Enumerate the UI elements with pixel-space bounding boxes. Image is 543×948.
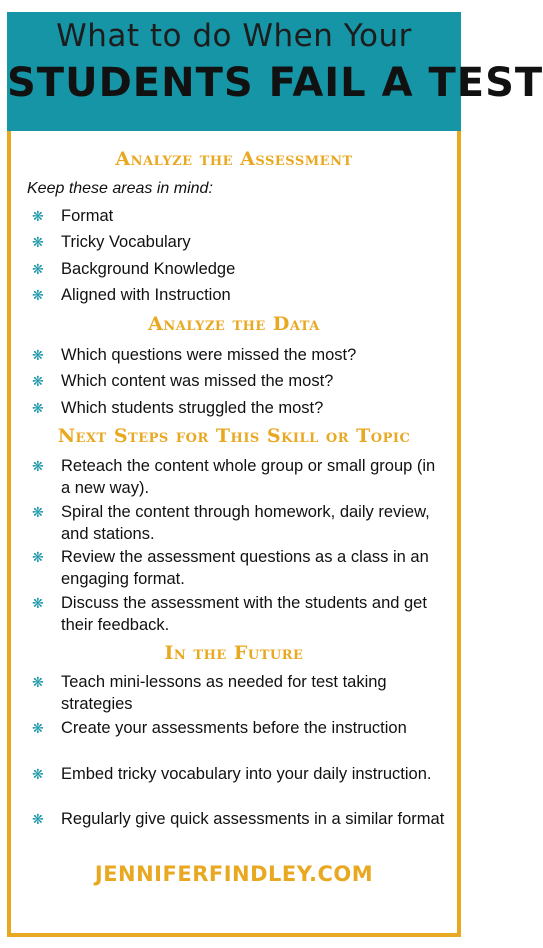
asterisk-flower-icon: ❋ (32, 458, 44, 474)
header-banner (7, 12, 543, 131)
title-line-1: What to do When Your (56, 18, 412, 54)
list-item: ❋ Which questions were missed the most? (32, 346, 357, 364)
list-item: ❋ Teach mini-lessons as needed for test taking strategies (32, 673, 387, 713)
list-item: ❋ Reteach the content whole group or small group (in a new way). (32, 457, 436, 497)
list-item: ❋ Discuss the assessment with the students and get their feedback. (32, 594, 427, 634)
asterisk-flower-icon: ❋ (32, 400, 44, 416)
section-intro: Keep these areas in mind: (27, 180, 213, 197)
list-item: ❋ Create your assessments before the instruction (32, 719, 407, 737)
asterisk-flower-icon: ❋ (32, 261, 44, 277)
asterisk-flower-icon: ❋ (32, 674, 44, 690)
list-item: ❋ Spiral the content through homework, daily review, and stations. (32, 503, 430, 543)
asterisk-flower-icon: ❋ (32, 208, 44, 224)
list-item: ❋ Which students struggled the most? (32, 399, 324, 417)
list-item: ❋ Tricky Vocabulary (32, 233, 191, 251)
section-title-analyze-assessment: Analyze the Assessment (115, 148, 353, 170)
asterisk-flower-icon: ❋ (32, 234, 44, 250)
section-title-next-steps: Next Steps for This Skill or Topic (57, 425, 411, 447)
list-item: ❋ Format (32, 207, 114, 225)
asterisk-flower-icon: ❋ (32, 720, 44, 736)
section-title-in-the-future: In the Future (164, 642, 304, 664)
asterisk-flower-icon: ❋ (32, 287, 44, 303)
list-item: ❋ Which content was missed the most? (32, 372, 334, 390)
website-footer: JENNIFERFINDLEY.COM (94, 862, 374, 886)
asterisk-flower-icon: ❋ (32, 811, 44, 827)
list-item: ❋ Background Knowledge (32, 260, 236, 278)
asterisk-flower-icon: ❋ (32, 373, 44, 389)
asterisk-flower-icon: ❋ (32, 595, 44, 611)
list-item: ❋ Aligned with Instruction (32, 286, 231, 304)
asterisk-flower-icon: ❋ (32, 766, 44, 782)
asterisk-flower-icon: ❋ (32, 504, 44, 520)
title-line-2: STUDENTS FAIL A TEST (7, 60, 543, 106)
list-item: ❋ Embed tricky vocabulary into your daily instruction. (32, 765, 432, 783)
asterisk-flower-icon: ❋ (32, 347, 44, 363)
list-item: ❋ Review the assessment questions as a class in an engaging format. (32, 548, 429, 588)
asterisk-flower-icon: ❋ (32, 549, 44, 565)
list-item: ❋ Regularly give quick assessments in a similar format (32, 810, 445, 828)
section-title-analyze-data: Analyze the Data (148, 313, 320, 335)
